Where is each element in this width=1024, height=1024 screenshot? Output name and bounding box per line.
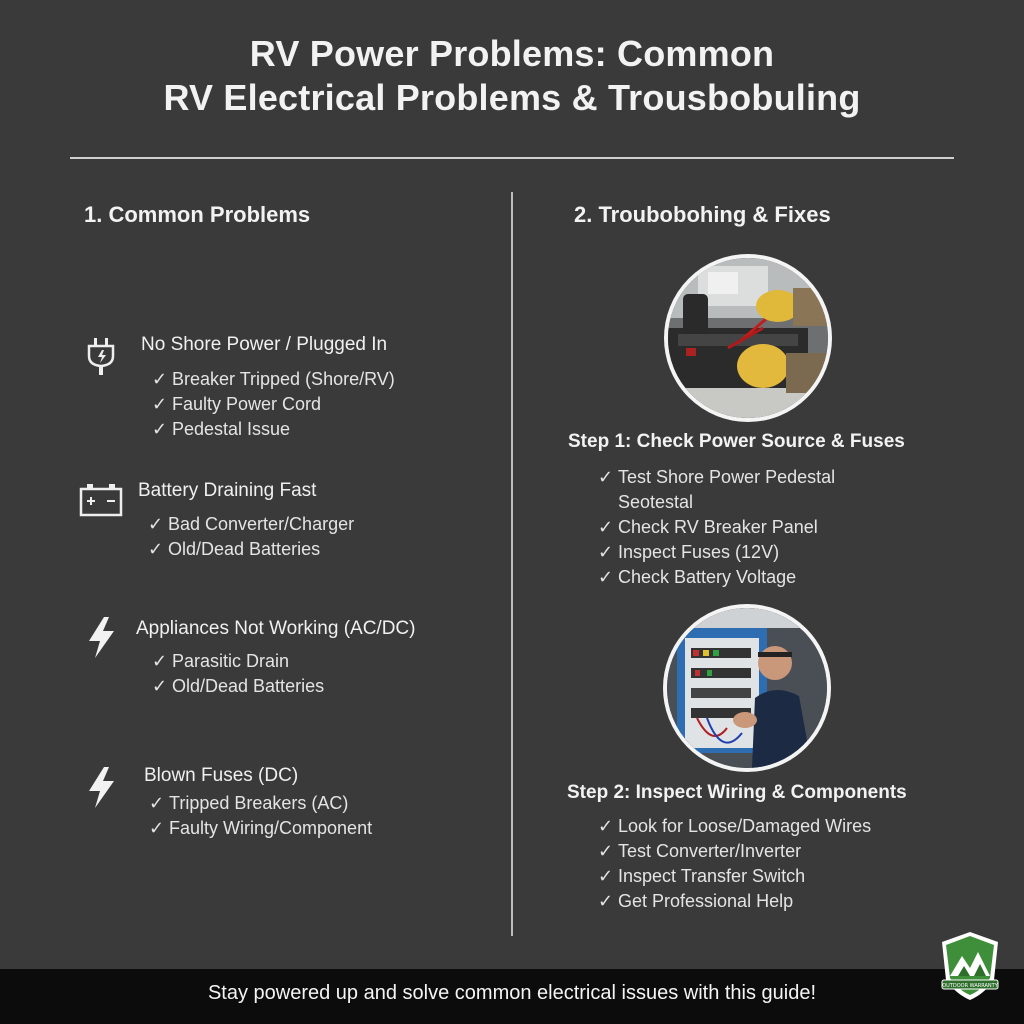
check-item: ✓ Parasitic Drain xyxy=(152,649,324,674)
check-icon: ✓ xyxy=(598,891,614,911)
problem-checklist-battery-draining xyxy=(148,512,354,562)
outdoor-warranty-badge-icon xyxy=(932,928,1008,1004)
check-icon: ✓ xyxy=(152,369,168,389)
check-icon: ✓ xyxy=(152,676,168,696)
footer-text: Stay powered up and solve common electrical issues with this guide! xyxy=(207,982,817,1004)
check-icon: ✓ xyxy=(152,651,168,671)
check-item: ✓ Inspect Fuses (12V) xyxy=(598,540,835,565)
check-item: ✓ Breaker Tripped (Shore/RV) xyxy=(152,367,395,392)
check-item: ✓ Test Shore Power Pedestal xyxy=(598,465,835,490)
problem-checklist-appliances-not-working xyxy=(152,649,324,699)
check-item: ✓ Faulty Power Cord xyxy=(152,392,395,417)
check-item: ✓ Look for Loose/Damaged Wires xyxy=(598,814,871,839)
plug-icon xyxy=(80,336,124,380)
technician-inspecting-panel-photo xyxy=(663,604,831,772)
check-icon: ✓ xyxy=(152,419,168,439)
page-title xyxy=(0,32,1024,120)
battery-icon xyxy=(78,480,122,524)
check-icon: ✓ xyxy=(598,567,614,587)
troubleshooting-heading: 2. Troubobohing & Fixes xyxy=(574,202,831,227)
step-1-title: Step 1: Check Power Source & Fuses xyxy=(568,431,905,452)
check-item: ✓ Inspect Transfer Switch xyxy=(598,864,871,889)
check-item: ✓ Old/Dead Batteries xyxy=(148,537,354,562)
common-problems-heading: 1. Common Problems xyxy=(84,202,311,227)
check-icon: ✓ xyxy=(148,514,164,534)
check-icon: ✓ xyxy=(598,542,614,562)
problem-checklist-no-shore-power xyxy=(152,367,395,442)
problem-title-appliances-not-working: Appliances Not Working (AC/DC) xyxy=(136,618,416,639)
check-icon: ✓ xyxy=(148,539,164,559)
check-item: ✓ Check Battery Voltage xyxy=(598,565,835,590)
column-divider xyxy=(511,192,513,936)
check-item: ✓ Tripped Breakers (AC) xyxy=(149,791,372,816)
logo-text: OUTDOOR WARRANTY xyxy=(942,983,998,989)
check-icon: ✓ xyxy=(152,394,168,414)
check-icon: ✓ xyxy=(598,866,614,886)
check-item: ✓ Faulty Wiring/Component xyxy=(149,816,372,841)
step-2-title: Step 2: Inspect Wiring & Components xyxy=(567,782,907,803)
check-icon: ✓ xyxy=(598,517,614,537)
title-divider xyxy=(70,157,954,159)
step-1-checklist xyxy=(598,465,835,590)
check-item: ✓ Get Professional Help xyxy=(598,889,871,914)
problem-title-blown-fuses: Blown Fuses (DC) xyxy=(144,765,299,786)
check-item: Seotestal xyxy=(618,492,694,512)
check-item: ✓ Test Converter/Inverter xyxy=(598,839,871,864)
problem-title-no-shore-power: No Shore Power / Plugged In xyxy=(141,334,388,355)
check-item: ✓ Check RV Breaker Panel xyxy=(598,515,835,540)
electrician-testing-battery-photo xyxy=(664,254,832,422)
check-item: ✓ Bad Converter/Charger xyxy=(148,512,354,537)
check-icon: ✓ xyxy=(598,467,614,487)
check-icon: ✓ xyxy=(149,818,165,838)
lightning-icon xyxy=(82,764,126,808)
check-icon: ✓ xyxy=(598,816,614,836)
check-item: ✓ Old/Dead Batteries xyxy=(152,674,324,699)
step-2-checklist xyxy=(598,814,871,914)
lightning-icon xyxy=(82,614,126,658)
check-icon: ✓ xyxy=(598,841,614,861)
page-title-line-1: RV Power Problems: Common xyxy=(249,33,775,74)
check-item: ✓ Pedestal Issue xyxy=(152,417,395,442)
problem-checklist-blown-fuses xyxy=(149,791,372,841)
check-icon: ✓ xyxy=(149,793,165,813)
page-title-line-2: RV Electrical Problems & Trousbobuling xyxy=(163,77,861,118)
problem-title-battery-draining: Battery Draining Fast xyxy=(138,480,317,501)
